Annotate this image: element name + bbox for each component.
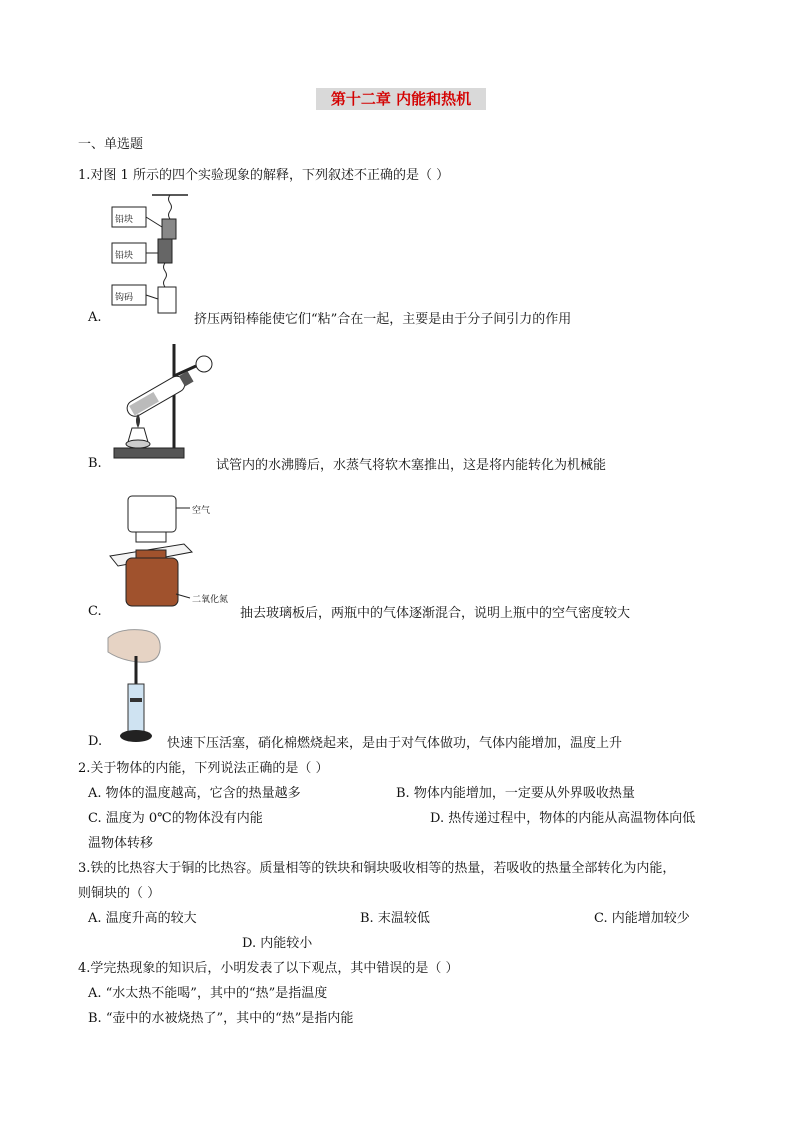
question-3-stem-line1: 3.铁的比热容大于铜的比热容。质量相等的铁块和铜块吸收相等的热量，若吸收的热量全部转化为内能， xyxy=(78,861,676,876)
question-2-stem: 2.关于物体的内能，下列说法正确的是（ ） xyxy=(78,761,329,776)
option-1d-letter: D. xyxy=(88,734,103,749)
option-4b: B. “壶中的水被烧热了”，其中的“热”是指内能 xyxy=(88,1011,354,1026)
option-1b-text: 试管内的水沸腾后，水蒸气将软木塞推出，这是将内能转化为机械能 xyxy=(216,458,607,473)
option-2d-line1: D. 热传递过程中，物体的内能从高温物体向低 xyxy=(430,811,696,826)
option-3b: B. 末温较低 xyxy=(360,911,430,926)
option-3c: C. 内能增加较少 xyxy=(594,911,690,926)
option-1a-text: 挤压两铅棒能使它们“粘”合在一起，主要是由于分子间引力的作用 xyxy=(194,312,572,327)
test-tube-stand-figure xyxy=(110,342,218,462)
figure-c-label-air: 空气 xyxy=(192,506,211,516)
option-1d-text: 快速下压活塞，硝化棉燃烧起来，是由于对气体做功，气体内能增加，温度上升 xyxy=(167,736,623,751)
option-1a-letter: A. xyxy=(88,310,102,325)
option-1b-letter: B. xyxy=(88,456,102,471)
figure-a-label-2: 铅块 xyxy=(115,251,134,261)
figure-a-label-1: 铅块 xyxy=(115,215,134,225)
option-1c-text: 抽去玻璃板后，两瓶中的气体逐渐混合，说明上瓶中的空气密度较大 xyxy=(240,606,631,621)
option-2a: A. 物体的温度越高，它含的热量越多 xyxy=(88,786,301,801)
option-3a: A. 温度升高的较大 xyxy=(88,911,197,926)
figure-c-label-no2: 二氧化氮 xyxy=(192,595,229,605)
option-3d: D. 内能较小 xyxy=(242,936,313,951)
option-4a: A. “水太热不能喝”，其中的“热”是指温度 xyxy=(88,986,328,1001)
section-heading: 一、单选题 xyxy=(78,137,144,152)
question-4-stem: 4.学完热现象的知识后，小明发表了以下观点，其中错误的是（ ） xyxy=(78,961,459,976)
option-2c: C. 温度为 0℃的物体没有内能 xyxy=(88,811,263,826)
question-3-stem-line2: 则铜块的（ ） xyxy=(78,886,161,901)
chapter-title: 第十二章 内能和热机 xyxy=(316,88,486,110)
figure-a-label-3: 钩码 xyxy=(115,293,134,303)
piston-cylinder-figure xyxy=(106,628,162,744)
question-1-stem: 1.对图 1 所示的四个实验现象的解释，下列叙述不正确的是（ ） xyxy=(78,168,450,183)
option-2d-line2: 温物体转移 xyxy=(88,836,154,851)
option-1c-letter: C. xyxy=(88,604,102,619)
option-2b: B. 物体内能增加，一定要从外界吸收热量 xyxy=(396,786,635,801)
